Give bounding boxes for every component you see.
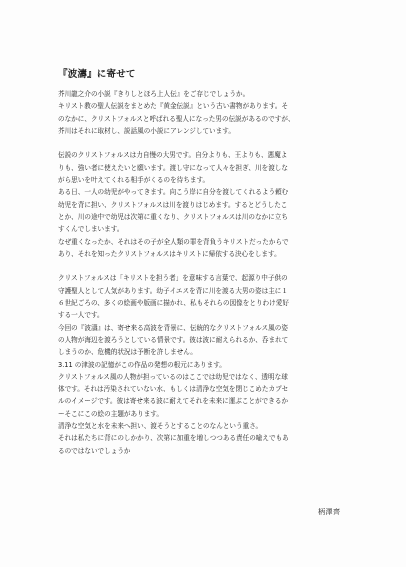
text-line: なぜ重くなったか、それはその子が全人類の罪を背負うキリストだったからで [58,237,289,246]
text-line: すくんでしまいます。 [58,225,124,234]
text-line: ーそこにこの絵の主題があります。 [58,409,163,418]
paragraph-3 [58,272,358,456]
text-line: の人物が海辺を渡ろうとしている情景です。彼は波に耐えられるか、呑まれて [58,335,289,344]
text-line: 伝説のクリストフォルスは力自慢の大男です。自分よりも、王よりも、悪魔よ [58,151,288,160]
text-line: ある日、一人の幼児がやってきます。向こう岸に自分を渡してくれるよう頼む [58,188,289,197]
text-line: ６世紀ごろの、多くの絵画や版画に描かれ、私もそれらの図像をとりわけ愛好 [58,299,289,308]
text-line: るのではないでしょうか [58,446,131,455]
text-line: 守護聖人として人気があります。幼子イエスを背に川を渡る大男の姿は主に１ [58,286,288,295]
author-signature: 柄澤齊 [318,508,341,516]
text-line: 芥川はそれに取材し、説話風の小説にアレンジしています。 [58,126,235,135]
text-line: 3.11 の津波の記憶がこの作品の発想の根元にあります。 [58,360,226,369]
paragraph-gap [58,260,358,272]
text-line: クリストフォルスは「キリストを担う者」を意味する言葉で、起源り中子供の [58,274,288,283]
text-line: 体です。それは汚染されていない水、もしくは清浄な空気を閉じこめたカプセ [58,385,289,394]
document-body [58,88,358,457]
text-line: がら思いを叶えてくれる相手がくるのを待ちます。 [58,176,210,185]
paragraph-1 [58,88,358,137]
text-line: それは私たちに背にのしかかり、次第に加重を増しつつある責任の喩えでもあ [58,434,289,443]
text-line: クリストフォルス風の人物が担っているのはここでは幼児ではなく、透明な球 [58,372,288,381]
text-line: ルのイメージです。彼は寄せ来る波に耐えてそれを未来に運ぶことができるか [58,397,289,406]
text-line: 幼児を背に担い、クリストフォルスは川を渡りはじめます。するとどうしたこ [58,200,288,209]
paragraph-gap [58,137,358,149]
text-line: する一人です。 [58,311,104,320]
paragraph-2 [58,149,358,260]
text-line: のなかに、クリストフォルスと呼ばれる聖人になった男の伝説があるのですが、 [58,114,295,123]
text-line: キリスト教の聖人伝説をまとめた『黄金伝説』という古い書物があります。そ [58,102,289,111]
document-title: 『波濤』に寄せて [58,69,136,80]
text-line: あり、それを知ったクリストフォルスはキリストに帰依する決心をします。 [58,249,281,258]
text-line: とか、川の途中で幼児は次第に重くなり、クリストフォルスは川のなかに立ち [58,212,288,221]
text-line: 芥川龍之介の小説『きりしとほろ上人伝』をご存じでしょうか。 [58,90,250,98]
text-line: 清浄な空気と水を未来へ担い、渡そうとすることのなんという重さ。 [58,422,263,431]
text-line: しまうのか、危機的状況は予断を許しません。 [58,348,197,357]
text-line: りも、強い者に使えたいと願います。渡し守になって人々を担ぎ、川を渡しな [58,163,288,172]
text-line: 今回の『波濤』は、寄せ来る高波を背景に、伝統的なクリストフォルス風の姿 [58,323,288,332]
